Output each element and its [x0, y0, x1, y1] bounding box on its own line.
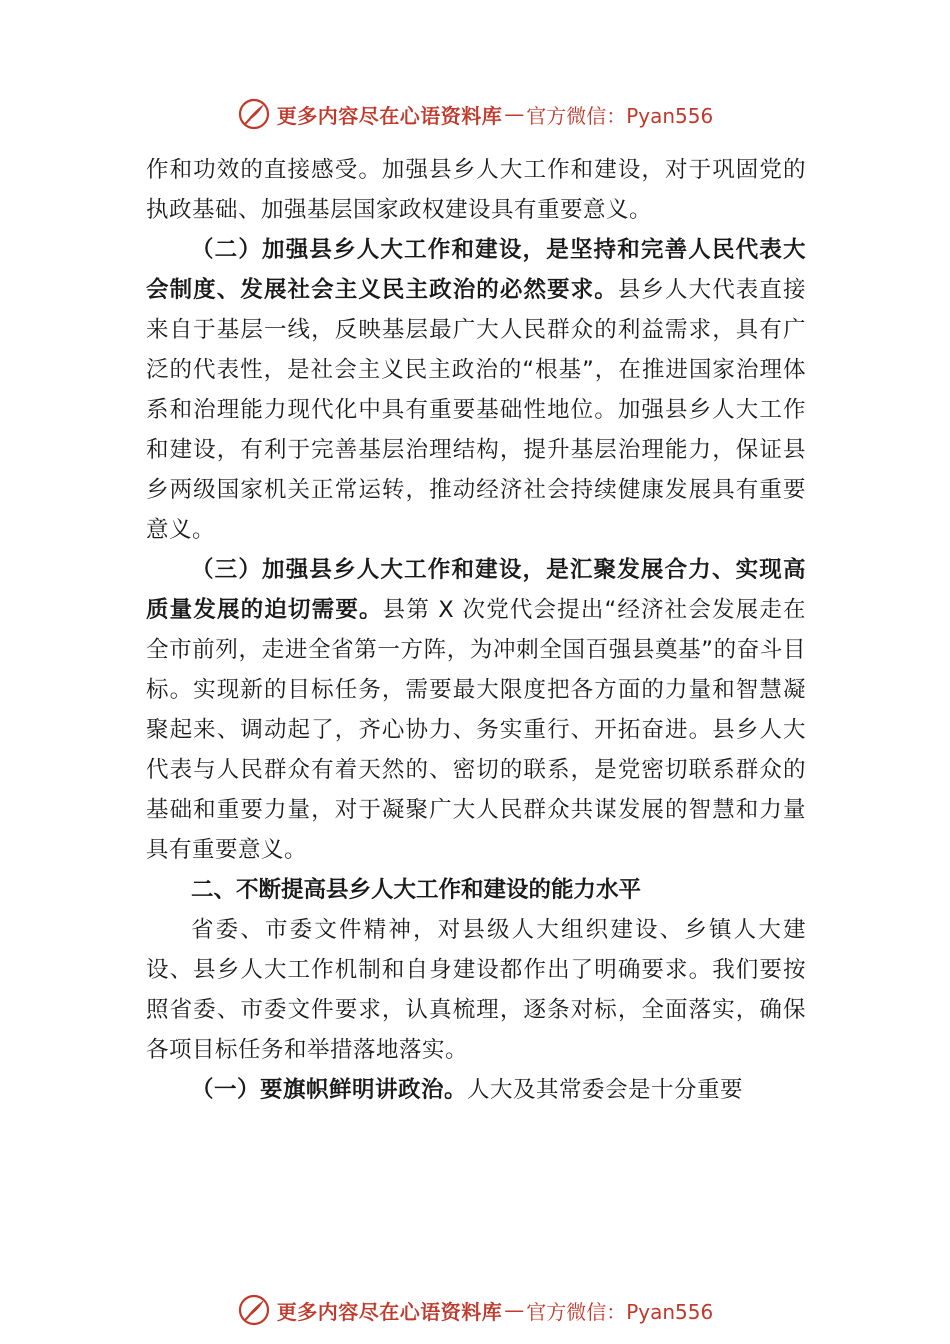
banner-dash: —	[504, 102, 525, 126]
paragraph-2-lead: （二）加强县乡人大工作和建设，是坚持和完善人民代表大会制度、发展社会主义民主政治的必然要求。	[146, 237, 806, 303]
document-body	[146, 150, 806, 1110]
paragraph-3-text: 县第 X 次党代会提出“经济社会发展走在全市前列，走进全省第一方阵，为冲刺全国百强县奠基”的奋斗目标。实现新的目标任务，需要最大限度把各方面的力量和智慧凝聚起来、调动起了，齐心协力、务实重行、开拓奋进。县乡人大代表与人民群众有着天然的、密切的联系，是党密切联系群众的基础和重要力量，对于凝聚广大人民群众共谋发展的智慧和力量具有重要意义。	[146, 597, 806, 863]
paragraph-5-lead: （一）要旗帜鲜明讲政治。	[191, 1077, 468, 1103]
quill-logo-icon	[237, 1293, 271, 1327]
paragraph-3-lead: （三）加强县乡人大工作和建设，是汇聚发展合力、实现高质量发展的迫切需要。	[146, 557, 806, 623]
banner-official-wechat: 官方微信：Pyan556	[526, 103, 714, 128]
banner-site-name: 更多内容尽在心语资料库	[276, 103, 503, 128]
section-heading: 二、不断提高县乡人大工作和建设的能力水平	[191, 877, 642, 903]
quill-logo-icon	[237, 97, 271, 131]
footer-banner	[0, 1290, 950, 1330]
paragraph-5-text: 人大及其常委会是十分重要	[467, 1077, 744, 1103]
paragraph-1	[146, 150, 806, 230]
header-banner	[0, 94, 950, 134]
paragraph-3	[146, 550, 806, 870]
footer-site-name: 更多内容尽在心语资料库	[276, 1299, 503, 1324]
footer-official-wechat: 官方微信：Pyan556	[526, 1299, 714, 1324]
footer-dash: —	[504, 1298, 525, 1322]
paragraph-2	[146, 230, 806, 550]
paragraph-4-text: 省委、市委文件精神，对县级人大组织建设、乡镇人大建设、县乡人大工作机制和自身建设都作出了明确要求。我们要按照省委、市委文件要求，认真梳理，逐条对标，全面落实，确保各项目标任务和举措落地落实。	[146, 917, 806, 1063]
paragraph-4	[146, 910, 806, 1070]
paragraph-2-text: 县乡人大代表直接来自于基层一线，反映基层最广大人民群众的利益需求，具有广泛的代表性，是社会主义民主政治的“根基”，在推进国家治理体系和治理能力现代化中具有重要基础性地位。加强县乡人大工作和建设，有利于完善基层治理结构，提升基层治理能力，保证县乡两级国家机关正常运转，推动经济社会持续健康发展具有重要意义。	[146, 277, 806, 543]
paragraph-1-text: 作和功效的直接感受。加强县乡人大工作和建设，对于巩固党的执政基础、加强基层国家政权建设具有重要意义。	[146, 157, 806, 223]
paragraph-5	[146, 1070, 806, 1110]
